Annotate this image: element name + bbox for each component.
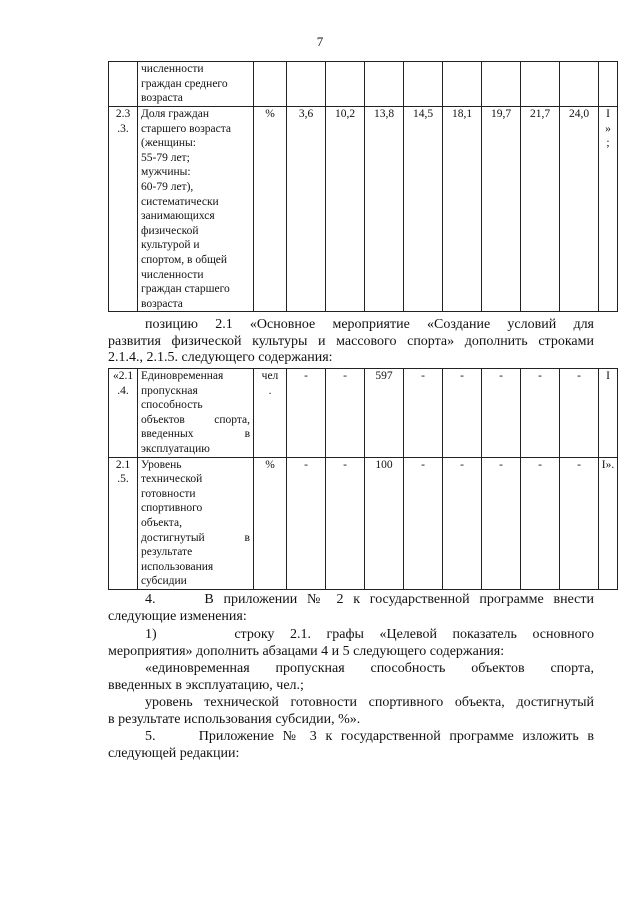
unit-cell: % xyxy=(254,107,287,312)
text-line: введенных в эксплуатацию, чел.; xyxy=(108,677,304,693)
text-line: 2.1.4., 2.1.5. следующего содержания: xyxy=(108,350,333,365)
value-cell xyxy=(560,62,599,107)
table-row xyxy=(109,457,618,589)
value-cell: 3,6 xyxy=(287,107,326,312)
cell-line: численности xyxy=(141,63,204,75)
text-line: «единовременная пропускная способность объектов спорта, xyxy=(145,661,594,676)
row-id-cell xyxy=(109,457,138,589)
value-cell xyxy=(365,62,404,107)
text-line: следующие изменения: xyxy=(108,608,247,624)
text-line: 5. Приложение № 3 к государственной программе изложить в xyxy=(145,729,594,744)
cell-line: 2.1 xyxy=(115,458,131,471)
value-cell: 14,5 xyxy=(404,107,443,312)
cell-line: эксплуатацию xyxy=(141,442,210,455)
value-cell: - xyxy=(521,369,560,458)
cell-line: возраста xyxy=(141,297,183,310)
cell-line: возраста xyxy=(141,92,183,105)
cell-line: объектов спорта, xyxy=(141,413,250,426)
value-cell xyxy=(287,62,326,107)
value-cell: 100 xyxy=(365,457,404,589)
last-cell: I xyxy=(599,369,618,458)
text-line: следующей редакции: xyxy=(108,745,240,761)
cell-line: граждан старшего xyxy=(141,283,230,296)
value-cell: - xyxy=(482,457,521,589)
paragraph-quote-abzac-4 xyxy=(108,661,594,694)
cell-line: Уровень xyxy=(141,458,182,471)
text-line: позицию 2.1 «Основное мероприятие «Создание условий для xyxy=(145,317,594,332)
unit-cell xyxy=(254,457,287,589)
value-cell xyxy=(521,62,560,107)
cell-line: «2.1 xyxy=(112,370,134,382)
value-cell xyxy=(482,62,521,107)
value-cell: - xyxy=(443,457,482,589)
value-cell: - xyxy=(443,369,482,458)
text-line: развития физической культуры и массового спорта» дополнить строками xyxy=(108,333,594,349)
value-cell: - xyxy=(560,457,599,589)
cell-line: .3. xyxy=(117,122,129,135)
value-cell: - xyxy=(404,369,443,458)
value-cell: - xyxy=(521,457,560,589)
cell-line: .5. xyxy=(117,473,129,486)
last-cell: I». xyxy=(599,457,618,589)
row-id-cell xyxy=(109,369,138,458)
cell-line: субсидии xyxy=(141,575,187,588)
paragraph-position-2-1 xyxy=(108,317,594,367)
value-cell: 18,1 xyxy=(443,107,482,312)
text-line: 4. В приложении № 2 к государственной программе внести xyxy=(145,592,594,607)
cell-line: . xyxy=(268,384,272,397)
last-cell xyxy=(599,107,618,312)
value-cell: - xyxy=(560,369,599,458)
cell-line: пропускная xyxy=(141,384,198,397)
page-number: 7 xyxy=(316,34,324,49)
cell-line: готовности xyxy=(141,487,196,500)
cell-line: способность xyxy=(141,399,203,412)
value-cell: 21,7 xyxy=(521,107,560,312)
new-rows-table xyxy=(108,368,618,590)
paragraph-abzac-5 xyxy=(108,695,594,728)
cell-line: объекта, xyxy=(141,516,182,529)
indicator-name-cell xyxy=(138,107,254,312)
value-cell: 24,0 xyxy=(560,107,599,312)
cell-line: 60-79 лет), xyxy=(141,180,194,193)
cell-line: занимающихся xyxy=(141,210,215,223)
value-cell: - xyxy=(482,369,521,458)
indicator-table-continued xyxy=(108,61,618,312)
indicator-name-cell xyxy=(138,457,254,589)
cell-line: систематически xyxy=(141,195,219,208)
indicator-name-cell xyxy=(138,62,254,107)
cell-line: культурой и xyxy=(141,239,200,252)
cell-line: старшего возраста xyxy=(141,122,232,135)
value-cell: - xyxy=(287,457,326,589)
value-cell: - xyxy=(326,369,365,458)
row-id-cell xyxy=(109,62,138,107)
cell-line: численности xyxy=(141,268,204,281)
table-row xyxy=(109,107,618,312)
cell-line: I xyxy=(606,108,610,120)
cell-line: чел xyxy=(261,370,279,382)
cell-line: введенных в xyxy=(141,428,250,441)
value-cell xyxy=(404,62,443,107)
cell-line: граждан среднего xyxy=(141,77,228,90)
paragraph-item-4 xyxy=(108,592,594,625)
value-cell: 19,7 xyxy=(482,107,521,312)
cell-line: (женщины: xyxy=(141,137,196,150)
text-line: мероприятия» дополнить абзацами 4 и 5 следующего содержания: xyxy=(108,643,505,659)
text-line: в результате использования субсидии, %». xyxy=(108,711,361,727)
unit-cell xyxy=(254,62,287,107)
cell-line: спортивного xyxy=(141,502,203,515)
cell-line: технической xyxy=(141,473,203,486)
last-cell xyxy=(599,62,618,107)
cell-line: физической xyxy=(141,224,199,237)
cell-line: 55-79 лет; xyxy=(141,151,190,164)
value-cell: 10,2 xyxy=(326,107,365,312)
value-cell: - xyxy=(287,369,326,458)
cell-line: использования xyxy=(141,560,214,573)
cell-line: % xyxy=(265,458,275,471)
paragraph-subitem-1 xyxy=(108,627,594,660)
row-id-cell xyxy=(109,107,138,312)
value-cell: 13,8 xyxy=(365,107,404,312)
value-cell: 597 xyxy=(365,369,404,458)
text-line: уровень технической готовности спортивного объекта, достигнутый xyxy=(145,695,594,710)
cell-line: .4. xyxy=(117,384,129,397)
unit-cell xyxy=(254,369,287,458)
text-line: 1) строку 2.1. графы «Целевой показатель основного xyxy=(145,627,594,642)
value-cell: - xyxy=(326,457,365,589)
paragraph-item-5 xyxy=(108,729,594,762)
cell-line: мужчины: xyxy=(141,166,191,179)
value-cell xyxy=(443,62,482,107)
table-row xyxy=(109,62,618,107)
indicator-name-cell xyxy=(138,369,254,458)
cell-line: спортом, в общей xyxy=(141,253,228,266)
cell-line: Единовременная xyxy=(141,370,224,382)
cell-line: 2.3 xyxy=(115,108,131,120)
value-cell: - xyxy=(404,457,443,589)
cell-line: ; xyxy=(606,137,610,150)
cell-line: » xyxy=(605,122,611,135)
cell-line: Доля граждан xyxy=(141,108,209,120)
cell-line: достигнутый в xyxy=(141,531,250,544)
cell-line: результате xyxy=(141,546,193,559)
table-row xyxy=(109,369,618,458)
value-cell xyxy=(326,62,365,107)
